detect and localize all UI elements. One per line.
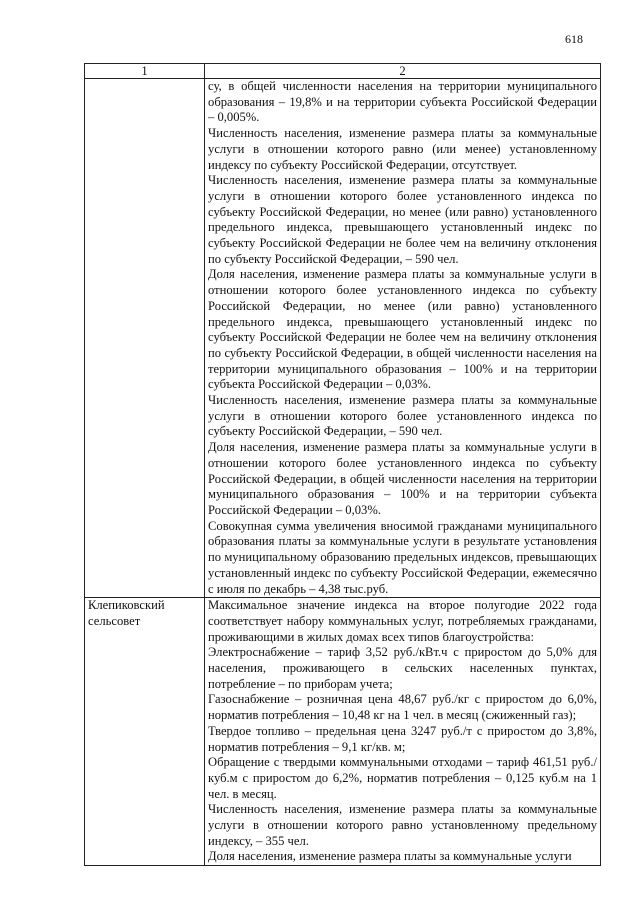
paragraph: Численность населения, изменение размера платы за коммунальные услуги в отношении которого равно (или менее) установленному индексу по субъекту Российской Федерации, отсутствует. <box>208 126 597 172</box>
paragraph: Численность населения, изменение размера платы за коммунальные услуги в отношении которого равно установленному предельному индексу, – 355 чел. <box>208 802 597 848</box>
paragraph: су, в общей численности населения на территории муниципального образования – 19,8% и на территории субъекта Российской Федерации – 0,005%. <box>208 79 597 125</box>
paragraph: Обращение с твердыми коммунальными отходами – тариф 461,51 руб./куб.м с приростом до 6,2%, норматив потребления – 0,125 куб.м на 1 чел. в месяц. <box>208 755 597 801</box>
description-cell <box>205 598 601 866</box>
paragraph: Численность населения, изменение размера платы за коммунальные услуги в отношении которого более установленного индекса по субъекту Российской Федерации, – 590 чел. <box>208 393 597 439</box>
column-header-2: 2 <box>205 64 601 79</box>
data-table <box>84 63 601 866</box>
column-header-1: 1 <box>85 64 205 79</box>
region-cell <box>85 79 205 598</box>
table-row <box>85 79 601 598</box>
paragraph: Электроснабжение – тариф 3,52 руб./кВт.ч с приростом до 5,0% для населения, проживающего в сельских населенных пунктах, потребление – по приборам учета; <box>208 645 597 691</box>
paragraph: Совокупная сумма увеличения вносимой гражданами муниципального образования платы за коммунальные услуги в результате установления по муниципальному образованию предельных индексов, превышающих установленный индекс по субъекту Российской Федерации, ежемесячно с июля по декабрь – 4,38 тыс.руб. <box>208 518 597 596</box>
paragraph: Численность населения, изменение размера платы за коммунальные услуги в отношении которого более установленного индекса по субъекту Российской Федерации, но менее (или равно) установленного предельного индекса, превышающего установленный индекс по субъекту Российской Федерации не более чем на величину отклонения по субъекту Российской Федерации, – 590 чел. <box>208 173 597 266</box>
table-header-row <box>85 64 601 79</box>
description-cell <box>205 79 601 598</box>
region-cell: Клепиковский сельсовет <box>85 598 205 866</box>
paragraph: Максимальное значение индекса на второе полугодие 2022 года соответствует набору коммунальных услуг, потребляемых гражданами, проживающими в жилых домах всех типов благоустройства: <box>208 598 597 644</box>
paragraph: Доля населения, изменение размера платы за коммунальные услуги в отношении которого более установленного индекса по субъекту Российской Федерации, но менее (или равно) установленного предельного индекса, превышающего установленный индекс по субъекту Российской Федерации не более чем на величину отклонения по субъекту Российской Федерации, в общей численности населения на территории муниципального образования – 100% и на территории субъекта Российской Федерации – 0,03%. <box>208 267 597 392</box>
paragraph: Доля населения, изменение размера платы за коммунальные услуги <box>208 849 572 864</box>
paragraph: Твердое топливо – предельная цена 3247 руб./т с приростом до 3,8%, норматив потребления – 9,1 кг/кв. м; <box>208 723 597 754</box>
table-row <box>85 598 601 866</box>
page-number: 618 <box>565 32 583 46</box>
paragraph: Доля населения, изменение размера платы за коммунальные услуги в отношении которого более установленного индекса по субъекту Российской Федерации, в общей численности населения на территории муниципального образования – 100% и на территории субъекта Российской Федерации – 0,03%. <box>208 440 597 517</box>
paragraph: Газоснабжение – розничная цена 48,67 руб./кг с приростом до 6,0%, норматив потребления – 10,48 кг на 1 чел. в месяц (сжиженный газ); <box>208 692 597 723</box>
